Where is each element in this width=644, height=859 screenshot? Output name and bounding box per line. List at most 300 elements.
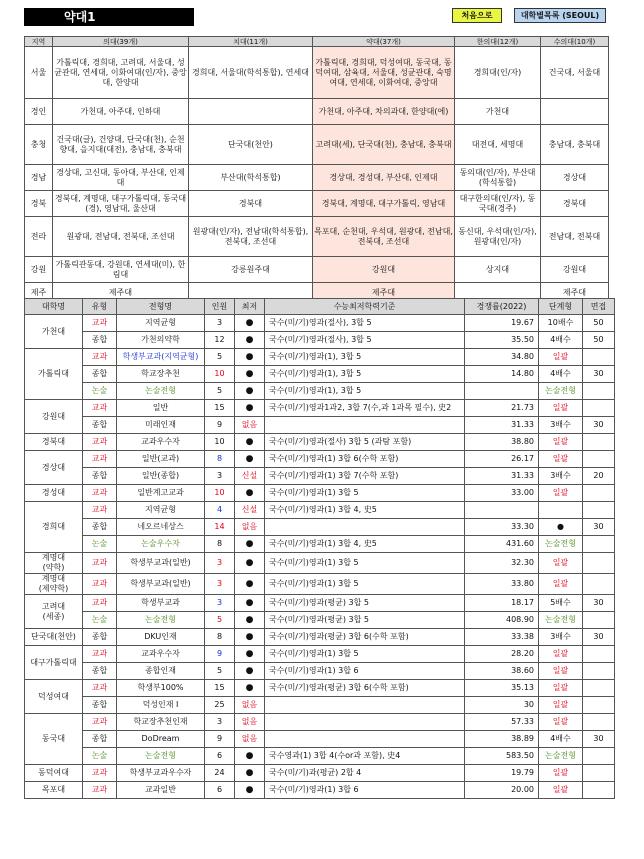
admission-count: 6 [205, 782, 235, 799]
admission-type: 논술 [83, 612, 117, 629]
csat-criteria: 국수(미/기)영과(1) 3합 6(수학 포함) [265, 451, 465, 468]
csat-criteria: 국수(미/기)영과(1) 3합 6 [265, 782, 465, 799]
csat-criteria: 국수(미/기)영과(1) 3합 5 [265, 646, 465, 663]
admission-name: 지역균형 [117, 315, 205, 332]
competition-rate: 35.50 [465, 332, 539, 349]
competition-rate: 31.33 [465, 468, 539, 485]
admission-type: 종합 [83, 519, 117, 536]
region-cell: 경북대 [541, 191, 609, 217]
admission-name: 가천의약학 [117, 332, 205, 349]
admission-row [25, 519, 615, 536]
admission-name: 종합인재 [117, 663, 205, 680]
admission-header-cell: 전형명 [117, 299, 205, 315]
interview-score [583, 782, 615, 799]
region-name: 전라 [25, 217, 53, 257]
interview-score [583, 349, 615, 366]
admission-row [25, 417, 615, 434]
competition-rate: 33.00 [465, 485, 539, 502]
region-cell: 건국대, 서울대 [541, 47, 609, 99]
admission-header-cell: 유형 [83, 299, 117, 315]
region-cell: 가톨릭관동대, 강원대, 연세대(미), 한림대 [53, 257, 189, 283]
competition-rate: 19.67 [465, 315, 539, 332]
competition-rate: 20.00 [465, 782, 539, 799]
competition-rate: 35.13 [465, 680, 539, 697]
stage-type: 10배수 [539, 315, 583, 332]
csat-criteria: 국수(미/기)영과(1) 3합 4, 史5 [265, 502, 465, 519]
admission-count: 14 [205, 519, 235, 536]
univ-name: 목포대 [25, 782, 83, 799]
admission-type: 종합 [83, 366, 117, 383]
competition-rate: 26.17 [465, 451, 539, 468]
admission-row [25, 383, 615, 400]
admission-name: 학생부100% [117, 680, 205, 697]
admission-name: 덕성인재 Ⅰ [117, 697, 205, 714]
admission-row [25, 663, 615, 680]
interview-score: 30 [583, 595, 615, 612]
min-requirement: ● [235, 485, 265, 502]
min-requirement: 없음 [235, 697, 265, 714]
admission-row [25, 714, 615, 731]
csat-criteria [265, 714, 465, 731]
competition-rate: 14.80 [465, 366, 539, 383]
stage-type: 일괄 [539, 765, 583, 782]
region-cell: 건국대(글), 건양대, 단국대(천), 순천향대, 을지대(대전), 충남대, 충북대 [53, 125, 189, 165]
stage-type: 일괄 [539, 434, 583, 451]
admission-name: 논술전형 [117, 748, 205, 765]
region-cell: 대전대, 세명대 [455, 125, 541, 165]
min-requirement: ● [235, 574, 265, 595]
admission-header-cell: 단계형 [539, 299, 583, 315]
region-row [25, 165, 609, 191]
admission-row [25, 332, 615, 349]
min-requirement: ● [235, 400, 265, 417]
admission-header-cell: 최저 [235, 299, 265, 315]
region-cell: 제주대 [541, 283, 609, 303]
univ-name: 가천대 [25, 315, 83, 349]
min-requirement: ● [235, 349, 265, 366]
admission-name: 논술전형 [117, 612, 205, 629]
csat-criteria: 국수(미/기)영과(1), 3합 5 [265, 349, 465, 366]
admission-count: 24 [205, 765, 235, 782]
page-title: 약대1 [24, 8, 194, 26]
admission-count: 5 [205, 383, 235, 400]
admission-count: 10 [205, 366, 235, 383]
admission-header-cell: 경쟁률(2022) [465, 299, 539, 315]
region-header-cell: 의대(39개) [53, 37, 189, 47]
region-row [25, 191, 609, 217]
region-cell: 강원대 [313, 257, 455, 283]
univ-name: 경상대 [25, 451, 83, 485]
region-cell: 충남대, 충북대 [541, 125, 609, 165]
admission-count: 6 [205, 748, 235, 765]
admission-count: 12 [205, 332, 235, 349]
admission-name: 지역균형 [117, 502, 205, 519]
competition-rate: 28.20 [465, 646, 539, 663]
admission-type: 교과 [83, 434, 117, 451]
admission-name: 학생부교과 [117, 595, 205, 612]
stage-type: 일괄 [539, 574, 583, 595]
region-cell [189, 99, 313, 125]
min-requirement: ● [235, 782, 265, 799]
min-requirement: ● [235, 748, 265, 765]
csat-criteria: 국수(미/기)영과(1) 3합 5 [265, 553, 465, 574]
region-header-cell: 약대(37개) [313, 37, 455, 47]
min-requirement: 신설 [235, 468, 265, 485]
region-name: 제주 [25, 283, 53, 303]
admission-row [25, 315, 615, 332]
admission-name: 교과일반 [117, 782, 205, 799]
univ-name: 대구가톨릭대 [25, 646, 83, 680]
csat-criteria: 국수(미/기)영과(1) 3합 5 [265, 574, 465, 595]
admission-header-cell: 수능최저학력기준 [265, 299, 465, 315]
region-cell: 제주대 [53, 283, 189, 303]
interview-score [583, 748, 615, 765]
admission-count: 9 [205, 646, 235, 663]
interview-score [583, 553, 615, 574]
admission-row [25, 536, 615, 553]
admission-type: 종합 [83, 731, 117, 748]
csat-criteria [265, 731, 465, 748]
stage-type: 4배수 [539, 731, 583, 748]
interview-score [583, 697, 615, 714]
region-row [25, 99, 609, 125]
admission-type: 종합 [83, 697, 117, 714]
admission-name: 교과우수자 [117, 434, 205, 451]
admission-count: 9 [205, 417, 235, 434]
region-cell: 가천대, 아주대, 차의과대, 한양대(에) [313, 99, 455, 125]
region-cell: 경희대, 서울대(학석통합), 연세대 [189, 47, 313, 99]
region-cell: 경북대 [189, 191, 313, 217]
admission-row [25, 553, 615, 574]
csat-criteria: 국수(미/기)과(평균) 2합 4 [265, 765, 465, 782]
region-cell: 고려대(세), 단국대(천), 충남대, 충북대 [313, 125, 455, 165]
admission-type: 종합 [83, 468, 117, 485]
admission-count: 25 [205, 697, 235, 714]
admission-count: 8 [205, 536, 235, 553]
region-row [25, 47, 609, 99]
csat-criteria: 국수(미/기)영과(평균) 3합 5 [265, 595, 465, 612]
admission-name: DKU인재 [117, 629, 205, 646]
admission-name: DoDream [117, 731, 205, 748]
interview-score: 50 [583, 315, 615, 332]
csat-criteria [265, 519, 465, 536]
region-cell: 강릉원주대 [189, 257, 313, 283]
univ-name: 고려대 (세종) [25, 595, 83, 629]
admission-type: 논술 [83, 748, 117, 765]
competition-rate: 32.30 [465, 553, 539, 574]
region-cell: 동의대(인/자), 부산대(학석통합) [455, 165, 541, 191]
stage-type: ● [539, 519, 583, 536]
competition-rate [465, 383, 539, 400]
region-row [25, 217, 609, 257]
region-cell: 가천대, 아주대, 인하대 [53, 99, 189, 125]
region-cell: 원광대, 전남대, 전북대, 조선대 [53, 217, 189, 257]
admission-header-cell: 인원 [205, 299, 235, 315]
admission-row [25, 400, 615, 417]
csat-criteria: 국수영과(1) 3합 4(수or과 포함), 史4 [265, 748, 465, 765]
min-requirement: ● [235, 332, 265, 349]
min-requirement: 없음 [235, 519, 265, 536]
admission-row [25, 731, 615, 748]
csat-criteria: 국수(미/기)영과1과2, 3합 7(수,과 1과목 필수), 史2 [265, 400, 465, 417]
admission-type: 교과 [83, 714, 117, 731]
region-header-cell: 치대(11개) [189, 37, 313, 47]
admission-count: 5 [205, 663, 235, 680]
min-requirement: ● [235, 629, 265, 646]
min-requirement: ● [235, 663, 265, 680]
csat-criteria: 국수(미/기)영과(평균) 3합 6(수학 포함) [265, 680, 465, 697]
interview-score: 30 [583, 731, 615, 748]
admission-row [25, 612, 615, 629]
admission-count: 3 [205, 595, 235, 612]
stage-type: 일괄 [539, 451, 583, 468]
competition-rate: 57.33 [465, 714, 539, 731]
stage-type: 논술전형 [539, 536, 583, 553]
admission-type: 교과 [83, 680, 117, 697]
admission-count: 15 [205, 680, 235, 697]
admission-header-cell: 대학명 [25, 299, 83, 315]
admission-type: 교과 [83, 502, 117, 519]
interview-score [583, 451, 615, 468]
min-requirement: 신설 [235, 502, 265, 519]
univ-name: 계명대 (약학) [25, 553, 83, 574]
admission-row [25, 646, 615, 663]
stage-type: 논술전형 [539, 748, 583, 765]
admission-row [25, 434, 615, 451]
stage-type: 일괄 [539, 485, 583, 502]
stage-type: 일괄 [539, 349, 583, 366]
competition-rate: 19.79 [465, 765, 539, 782]
stage-type: 3배수 [539, 417, 583, 434]
admission-type: 교과 [83, 595, 117, 612]
interview-score [583, 536, 615, 553]
interview-score [583, 663, 615, 680]
stage-type: 논술전형 [539, 383, 583, 400]
interview-score [583, 646, 615, 663]
csat-criteria: 국수(미/기)영과(절사), 3합 5 [265, 332, 465, 349]
admission-count: 5 [205, 612, 235, 629]
admission-count: 4 [205, 502, 235, 519]
region-header-cell: 지역 [25, 37, 53, 47]
min-requirement: ● [235, 553, 265, 574]
admission-name: 학교장추천 [117, 366, 205, 383]
admission-row [25, 629, 615, 646]
min-requirement: ● [235, 315, 265, 332]
region-cell: 상지대 [455, 257, 541, 283]
min-requirement: ● [235, 383, 265, 400]
csat-criteria: 국수(미/기)영과(절사), 3합 5 [265, 315, 465, 332]
min-requirement: ● [235, 536, 265, 553]
admission-row [25, 485, 615, 502]
admission-count: 3 [205, 315, 235, 332]
stage-type: 3배수 [539, 629, 583, 646]
competition-rate: 21.73 [465, 400, 539, 417]
interview-score [583, 383, 615, 400]
region-cell: 원광대(인/자), 전남대(학석통합), 전북대, 조선대 [189, 217, 313, 257]
admission-name: 네오르네상스 [117, 519, 205, 536]
interview-score: 30 [583, 519, 615, 536]
univ-name: 경성대 [25, 485, 83, 502]
stage-type [539, 502, 583, 519]
region-name: 경북 [25, 191, 53, 217]
admission-name: 교과우수자 [117, 646, 205, 663]
competition-rate: 408.90 [465, 612, 539, 629]
region-cell: 단국대(천안) [189, 125, 313, 165]
region-cell: 경상대, 고신대, 동아대, 부산대, 인제대 [53, 165, 189, 191]
competition-rate: 431.60 [465, 536, 539, 553]
univ-name: 경희대 [25, 502, 83, 553]
stage-type: 일괄 [539, 646, 583, 663]
admission-name: 학생부교과(일반) [117, 553, 205, 574]
admission-type: 종합 [83, 417, 117, 434]
univ-name: 동덕여대 [25, 765, 83, 782]
admission-count: 3 [205, 714, 235, 731]
admission-table [24, 298, 615, 799]
admission-name: 일반계고교과 [117, 485, 205, 502]
region-cell: 가톨릭대, 경희대, 덕성여대, 동국대, 동덕여대, 삼육대, 서울대, 성균관대, 숙명여대, 연세대, 이화여대, 중앙대 [313, 47, 455, 99]
region-cell: 동신대, 우석대(인/자), 원광대(인/자) [455, 217, 541, 257]
admission-type: 교과 [83, 485, 117, 502]
admission-name: 일반(종합) [117, 468, 205, 485]
stage-type: 4배수 [539, 332, 583, 349]
interview-score: 30 [583, 366, 615, 383]
region-name: 경남 [25, 165, 53, 191]
admission-name: 학교장추천인재 [117, 714, 205, 731]
region-cell: 전남대, 전북대 [541, 217, 609, 257]
min-requirement: ● [235, 434, 265, 451]
min-requirement: ● [235, 451, 265, 468]
competition-rate: 33.80 [465, 574, 539, 595]
min-requirement: 없음 [235, 731, 265, 748]
admission-type: 종합 [83, 629, 117, 646]
admission-count: 3 [205, 574, 235, 595]
csat-criteria: 국수(미/기)영과(1) 3합 4, 史5 [265, 536, 465, 553]
stage-type: 일괄 [539, 553, 583, 574]
admission-type: 교과 [83, 553, 117, 574]
admission-count: 9 [205, 731, 235, 748]
admission-type: 교과 [83, 782, 117, 799]
admission-row [25, 502, 615, 519]
competition-rate: 33.30 [465, 519, 539, 536]
region-row [25, 125, 609, 165]
admission-row [25, 366, 615, 383]
stage-type: 일괄 [539, 680, 583, 697]
admission-type: 교과 [83, 400, 117, 417]
admission-count: 3 [205, 468, 235, 485]
admission-row [25, 697, 615, 714]
admission-type: 교과 [83, 646, 117, 663]
region-header-cell: 수의대(10개) [541, 37, 609, 47]
interview-score: 50 [583, 332, 615, 349]
csat-criteria [265, 417, 465, 434]
interview-score [583, 612, 615, 629]
admission-row [25, 782, 615, 799]
region-cell: 가톨릭대, 경희대, 고려대, 서울대, 성균관대, 연세대, 이화여대(인/자), 중앙대, 한양대 [53, 47, 189, 99]
csat-criteria: 국수(미/기)영과(1) 3합 6 [265, 663, 465, 680]
interview-score [583, 680, 615, 697]
univ-name: 계명대 (제약학) [25, 574, 83, 595]
csat-criteria [265, 697, 465, 714]
admission-type: 교과 [83, 315, 117, 332]
region-table [24, 36, 609, 303]
interview-score [583, 485, 615, 502]
interview-score [583, 574, 615, 595]
univ-name: 경북대 [25, 434, 83, 451]
stage-type: 논술전형 [539, 612, 583, 629]
region-cell: 목포대, 순천대, 우석대, 원광대, 전남대, 전북대, 조선대 [313, 217, 455, 257]
admission-count: 10 [205, 485, 235, 502]
admission-name: 논술우수자 [117, 536, 205, 553]
admission-name: 학생부교과우수자 [117, 765, 205, 782]
admission-row [25, 748, 615, 765]
interview-score [583, 502, 615, 519]
competition-rate: 30 [465, 697, 539, 714]
admission-type: 종합 [83, 663, 117, 680]
admission-row [25, 574, 615, 595]
region-name: 충청 [25, 125, 53, 165]
admission-count: 15 [205, 400, 235, 417]
min-requirement: ● [235, 595, 265, 612]
competition-rate: 31.33 [465, 417, 539, 434]
admission-row [25, 468, 615, 485]
interview-score [583, 400, 615, 417]
region-row [25, 257, 609, 283]
region-cell: 강원대 [541, 257, 609, 283]
interview-score: 30 [583, 629, 615, 646]
region-cell: 경희대(인/자) [455, 47, 541, 99]
region-name: 서울 [25, 47, 53, 99]
competition-rate: 34.80 [465, 349, 539, 366]
admission-type: 교과 [83, 349, 117, 366]
csat-criteria: 국수(미/기)영과(1), 3합 5 [265, 383, 465, 400]
univ-name: 동국대 [25, 714, 83, 765]
admission-type: 교과 [83, 765, 117, 782]
min-requirement: ● [235, 612, 265, 629]
region-cell: 경북대, 계명대, 대구가톨릭대, 동국대(경), 영남대, 울산대 [53, 191, 189, 217]
univ-name: 단국대(천안) [25, 629, 83, 646]
home-button[interactable]: 처음으로 [452, 8, 502, 23]
admission-row [25, 451, 615, 468]
csat-criteria: 국수(미/기)영과(절사) 3합 5 (과탐 포함) [265, 434, 465, 451]
univ-list-button[interactable]: 대학별목록 (SEOUL) [514, 8, 606, 23]
region-cell [541, 99, 609, 125]
admission-header-cell: 면접 [583, 299, 615, 315]
interview-score: 30 [583, 417, 615, 434]
min-requirement: ● [235, 680, 265, 697]
admission-name: 미래인재 [117, 417, 205, 434]
admission-name: 일반(교과) [117, 451, 205, 468]
region-cell: 대구한의대(인/자), 동국대(경주) [455, 191, 541, 217]
univ-name: 덕성여대 [25, 680, 83, 714]
admission-count: 10 [205, 434, 235, 451]
competition-rate: 38.89 [465, 731, 539, 748]
region-name: 강원 [25, 257, 53, 283]
region-cell: 경북대, 계명대, 대구가톨릭, 영남대 [313, 191, 455, 217]
stage-type: 3배수 [539, 468, 583, 485]
admission-row [25, 680, 615, 697]
admission-name: 학생부교과(일반) [117, 574, 205, 595]
min-requirement: 없음 [235, 417, 265, 434]
region-cell: 부산대(학석통합) [189, 165, 313, 191]
region-cell: 제주대 [313, 283, 455, 303]
stage-type: 일괄 [539, 714, 583, 731]
admission-name: 일반 [117, 400, 205, 417]
competition-rate: 583.50 [465, 748, 539, 765]
csat-criteria: 국수(미/기)영과(평균) 3합 5 [265, 612, 465, 629]
admission-name: 학생부교과(지역균형) [117, 349, 205, 366]
region-cell: 경상대 [541, 165, 609, 191]
admission-type: 종합 [83, 332, 117, 349]
